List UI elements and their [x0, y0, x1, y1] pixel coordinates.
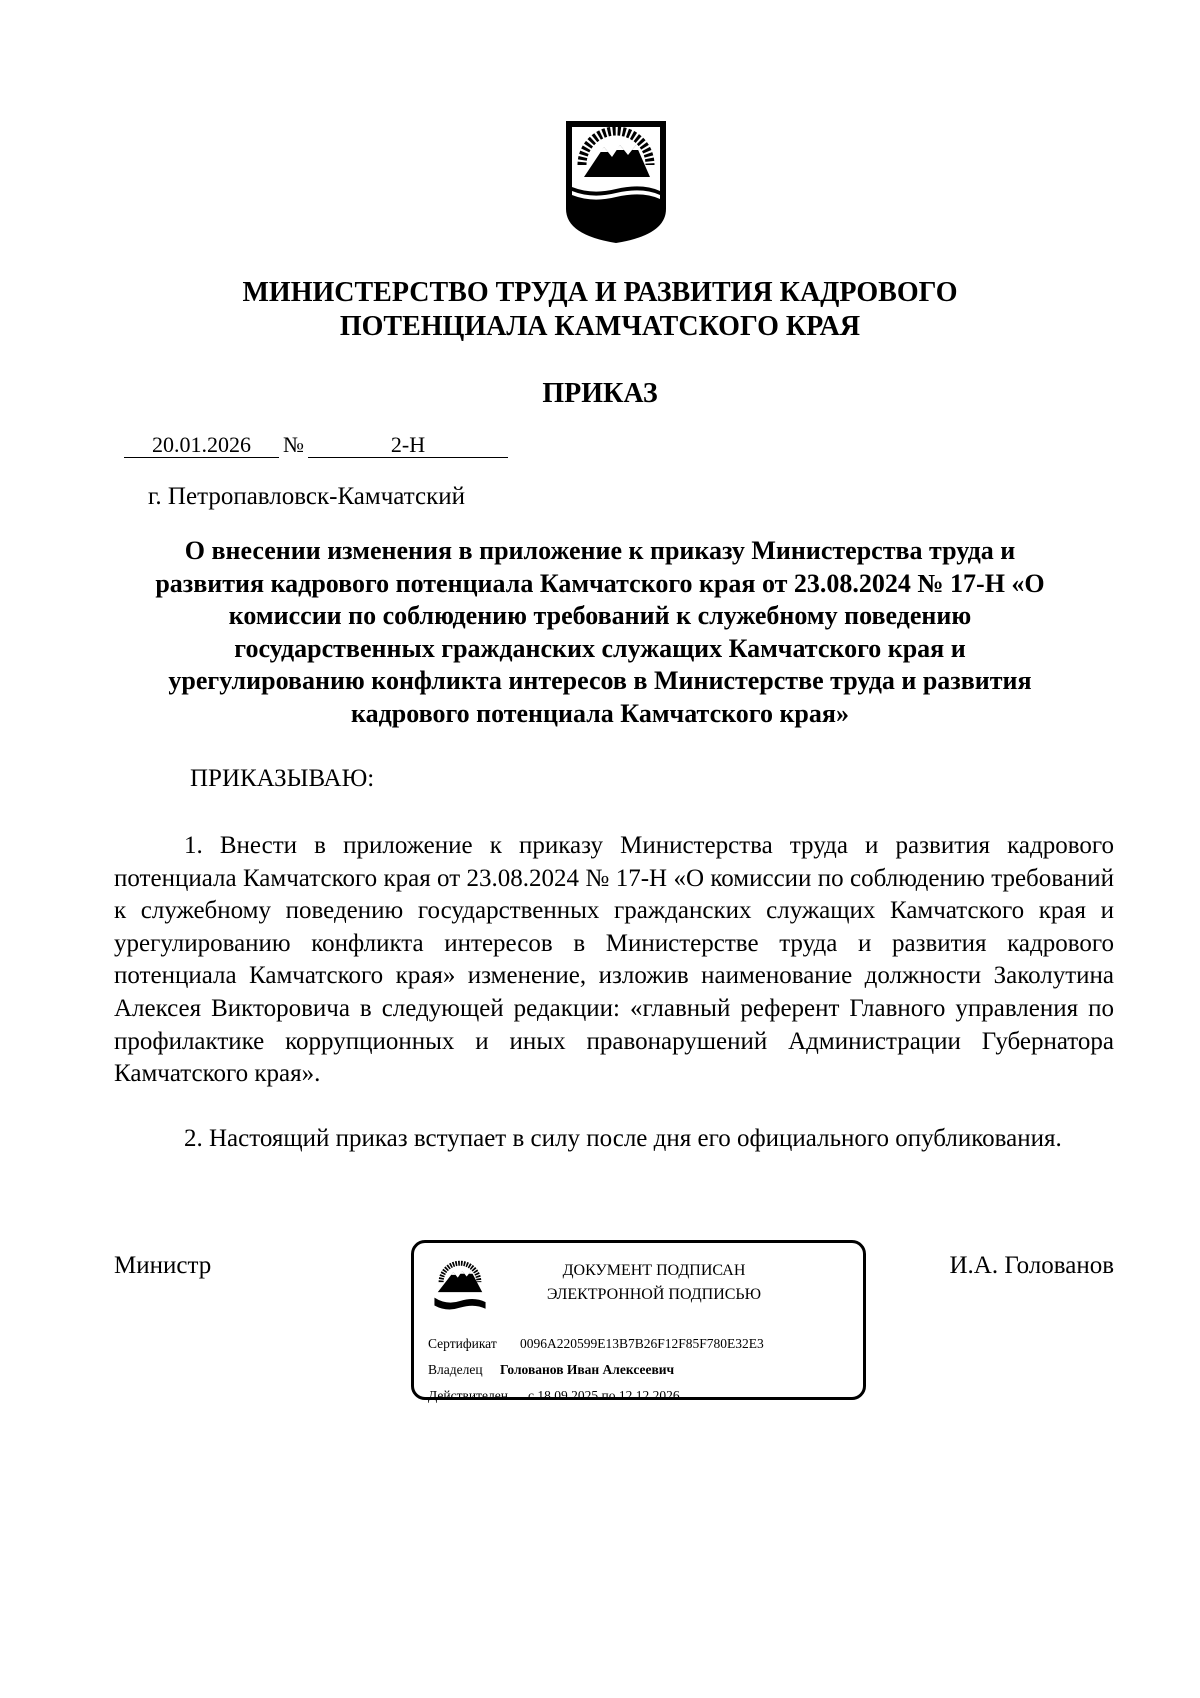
stamp-owner-row [428, 1357, 764, 1383]
coat-of-arms-icon [562, 117, 670, 245]
document-date: 20.01.2026 [124, 433, 279, 458]
document-type: ПРИКАЗ [542, 378, 658, 409]
organization-line-2: ПОТЕНЦИАЛА КАМЧАТСКОГО КРАЯ [339, 311, 861, 342]
owner-label: Владелец [428, 1362, 483, 1377]
stamp-title-line-1: ДОКУМЕНТ ПОДПИСАН [562, 1262, 746, 1279]
stamp-valid-row [428, 1383, 764, 1409]
order-word: ПРИКАЗЫВАЮ: [190, 765, 375, 792]
stamp-emblem-icon [430, 1255, 490, 1327]
electronic-signature-stamp [411, 1240, 866, 1403]
stamp-details [428, 1331, 764, 1409]
stamp-title [504, 1259, 804, 1307]
paragraph-1: 1. Внести в приложение к приказу Министерства труда и развития кадрового потенциала Камчатского края от 23.08.2024 № 17-Н «О комиссии по соблюдению требований к служебному поведению государственных гражданских служащих Камчатского края и урегулированию конфликта интересов в Министерстве труда и развития кадрового потенциала Камчатского края» изменение, изложив наименование должности Заколутина Алексея Викторовича в следующей редакции: «главный референт Главного управления по профилактике коррупционных и иных правонарушений Администрации Губернатора Камчатского края». [114, 832, 1114, 1088]
document-subject: О внесении изменения в приложение к приказу Министерства труда и развития кадрового потенциала Камчатского края от 23.08.2024 № 17-Н «О комиссии по соблюдению требований к служебному поведению государственных гражданских служащих Камчатского края и урегулированию конфликта интересов в Министерстве труда и развития кадрового потенциала Камчатского края» [155, 536, 1045, 728]
signer-position: Министр [114, 1252, 212, 1279]
registration-line [124, 432, 508, 458]
number-sign: № [283, 432, 304, 457]
signer-name: И.А. Голованов [949, 1252, 1114, 1279]
stamp-certificate-row [428, 1331, 764, 1357]
organization-line-1: МИНИСТЕРСТВО ТРУДА И РАЗВИТИЯ КАДРОВОГО [242, 277, 958, 308]
certificate-label: Сертификат [428, 1336, 497, 1351]
valid-value: с 18.09.2025 по 12.12.2026 [528, 1388, 680, 1403]
certificate-value: 0096A220599E13B7B26F12F85F780E32E3 [520, 1336, 764, 1351]
owner-value: Голованов Иван Алексеевич [500, 1362, 675, 1377]
stamp-title-line-2: ЭЛЕКТРОННОЙ ПОДПИСЬЮ [546, 1286, 762, 1303]
document-number: 2-Н [308, 433, 508, 458]
organization-name [160, 276, 1040, 344]
valid-label: Действителен [428, 1388, 508, 1403]
city: г. Петропавловск-Камчатский [148, 483, 465, 510]
paragraph-2: 2. Настоящий приказ вступает в силу после дня его официального опубликования. [184, 1125, 1062, 1152]
